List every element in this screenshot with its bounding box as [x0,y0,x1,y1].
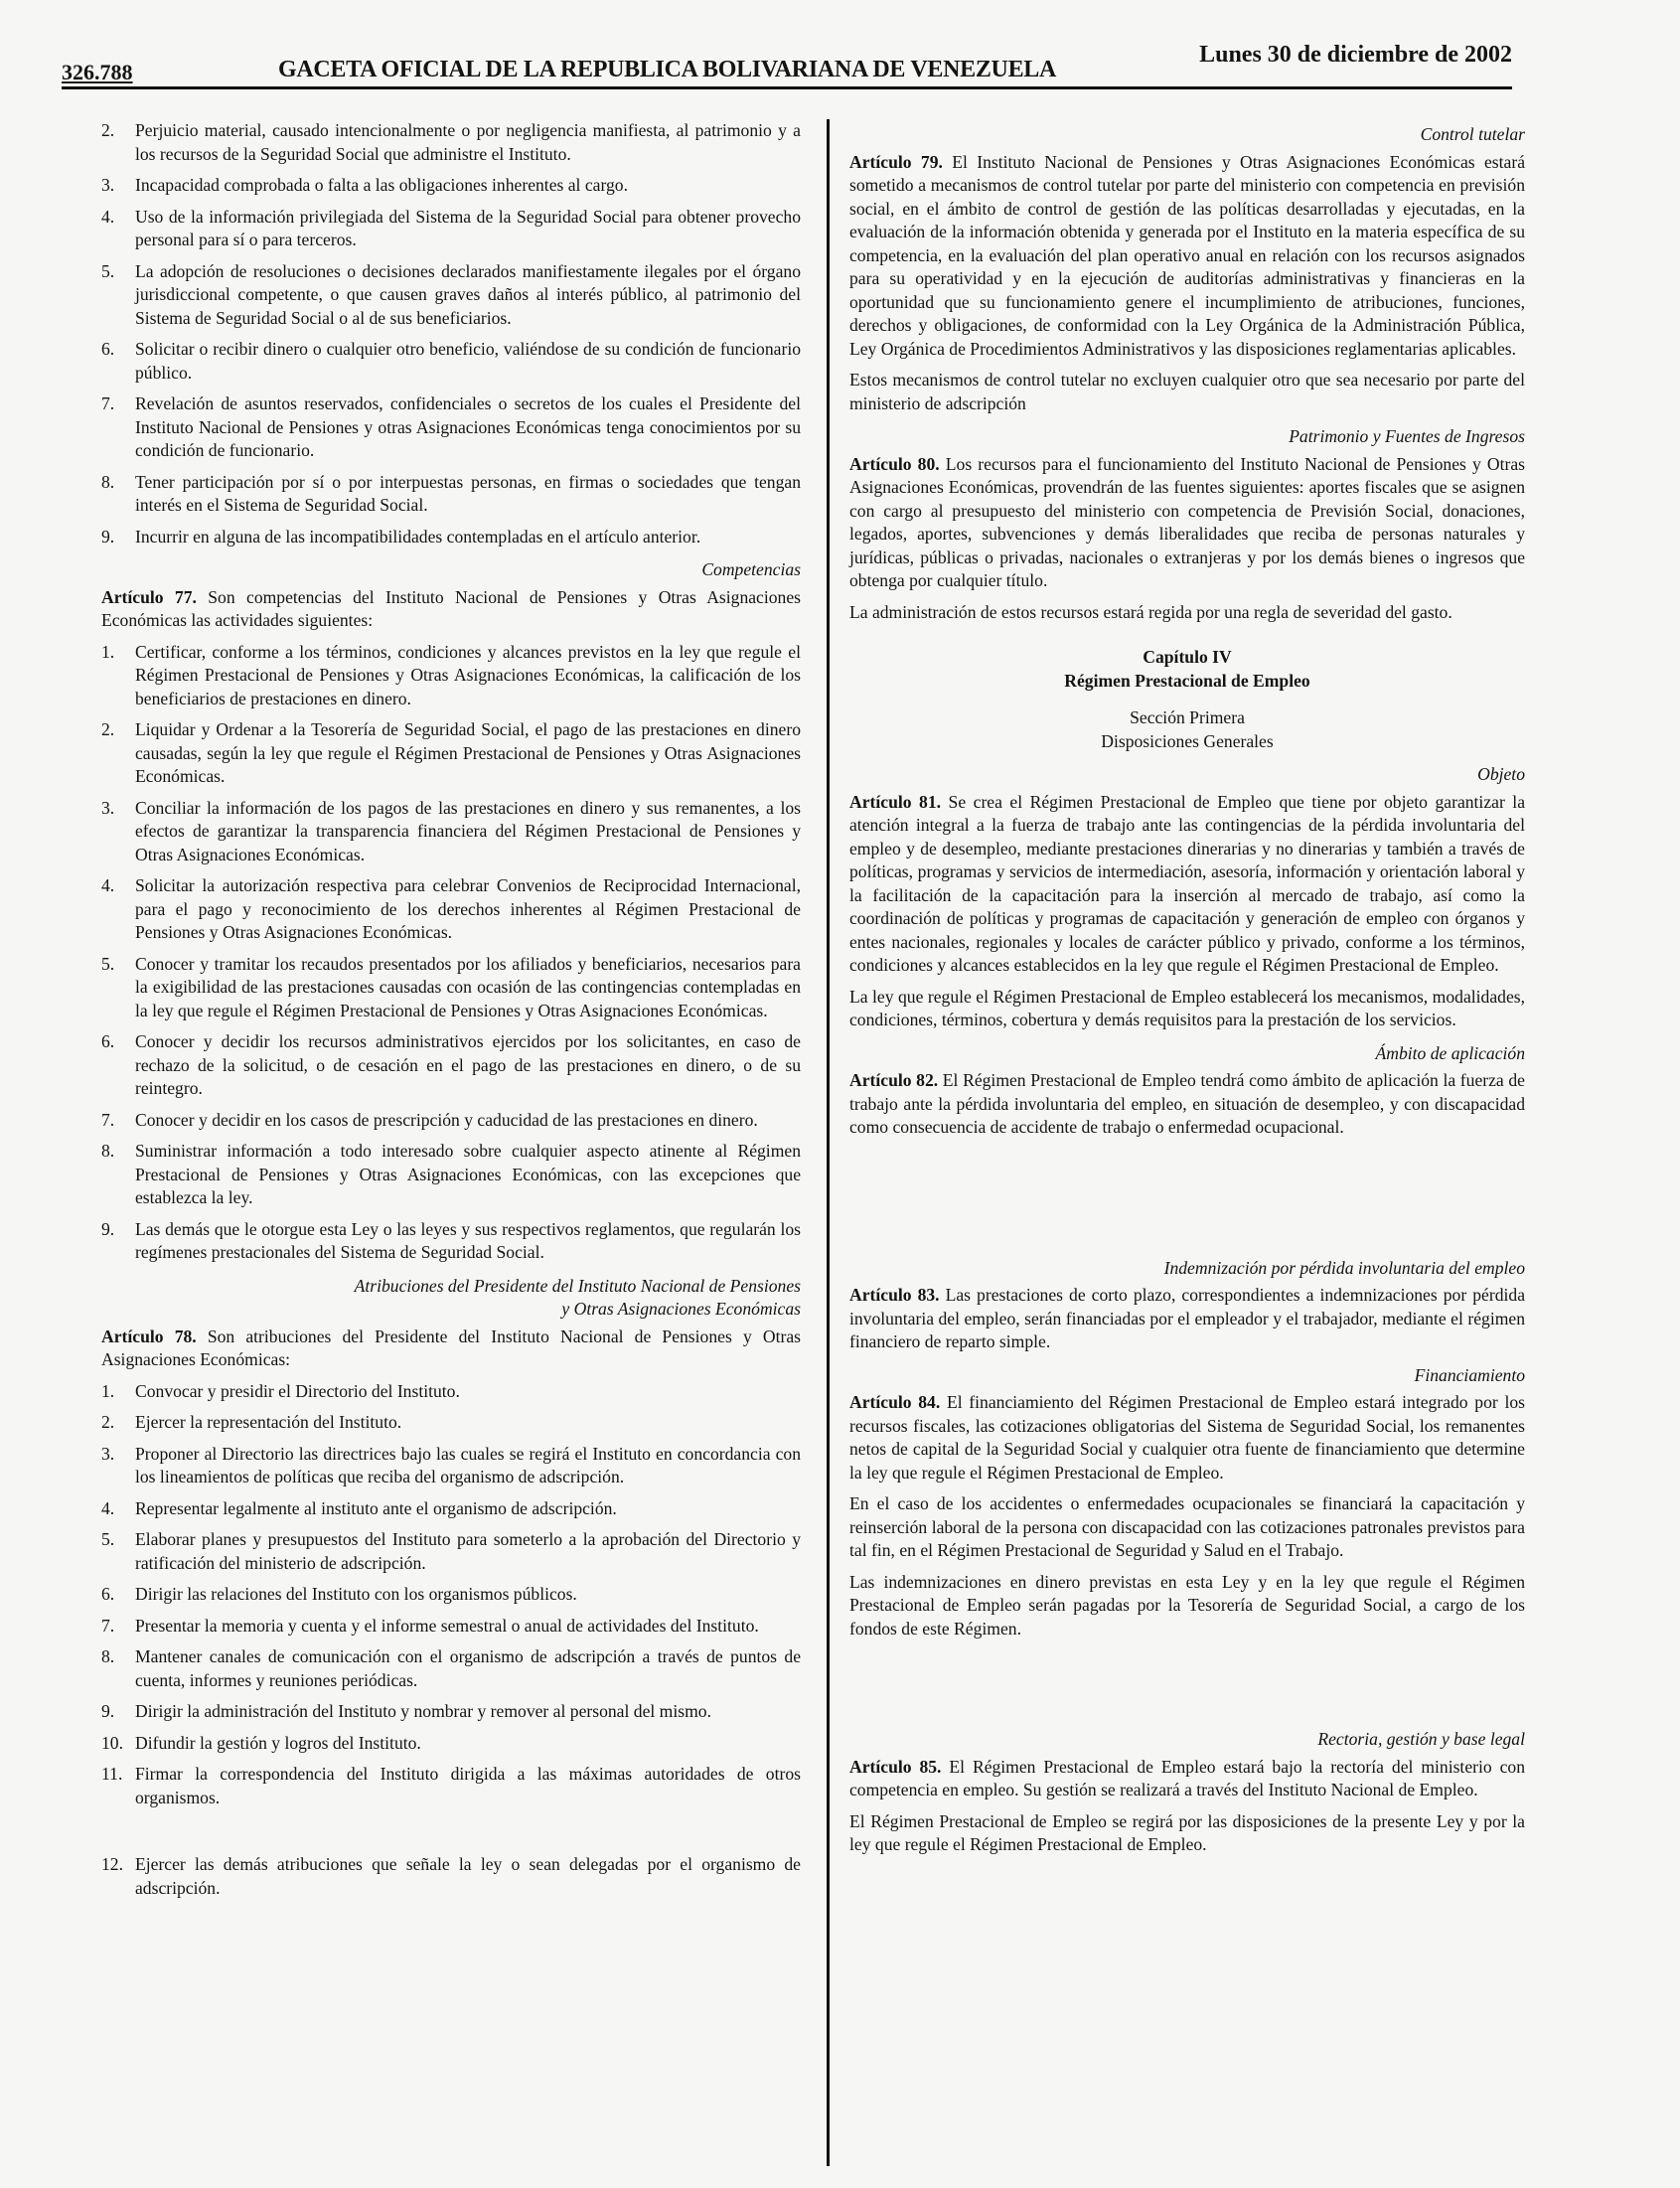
list-item: 1. Convocar y presidir el Directorio del Instituto. [101,1380,460,1401]
list-item: 9. Las demás que le otorgue esta Ley o las leyes y sus respectivos reglamentos, que regularán los regímenes prestacionales del Sistema de Seguridad Social. [101,1218,801,1262]
right-column [849,123,1525,1865]
list-item: 5. Conocer y tramitar los recaudos presentados por los afiliados y beneficiarios, necesarios para la exigibilidad de las prestaciones causadas con ocasión de las contingencias contempladas en la ley que regule el Régimen Prestacional de Pensiones y Otras Asignaciones Económicas. [101,953,801,1020]
list-item: 3. Proponer al Directorio las directrices bajo las cuales se regirá el Instituto en concordancia con los lineamientos de políticas que reciba del organismo de adscripción. [101,1443,801,1486]
article-84-paragraph-3: Las indemnizaciones en dinero previstas en esta Ley y en la ley que regule el Régimen Prestacional de Empleo serán pagadas por la Tesorería de Seguridad Social, a cargo de los fondos de este Régimen. [849,1571,1525,1639]
list-item: 7. Presentar la memoria y cuenta y el informe semestral o anual de actividades del Instituto. [101,1615,759,1636]
list-item: 2. Perjuicio material, causado intencionalmente o por negligencia manifiesta, al patrimonio y a los recursos de la Seguridad Social que administre el Instituto. [101,120,801,164]
list-item: 7. Revelación de asuntos reservados, confidenciales o secretos de los cuales el Presidente del Instituto Nacional de Pensiones y otras Asignaciones Económicas tenga conocimientos por su condición de funcionario. [101,393,801,460]
heading-objeto: Objeto [1477,764,1525,784]
article-81: Artículo 81. Se crea el Régimen Prestacional de Empleo que tiene por objeto garantizar la atención integral a la fuerza de trabajo ante las contingencias de la pérdida involuntaria del empleo y de desempleo, mediante prestaciones dinerarias y no dinerarias y también a través de políticas, programas y servicios de intermediación, asesoría, información y orientación laboral y la facilitación de la capacitación para la inserción al mercado de trabajo, así como la coordinación de políticas y programas de capacitación y generación de empleo con órganos y entes nacionales, regionales y locales de carácter público y privado, conforme a los términos, condiciones y alcances establecidos en la ley que regule el Régimen Prestacional de Empleo. [849,791,1525,975]
list-item: 2. Liquidar y Ordenar a la Tesorería de Seguridad Social, el pago de las prestaciones en dinero causadas, según la ley que regule el Régimen Prestacional de Pensiones y Otras Asignaciones Económicas. [101,719,801,786]
heading-ambito: Ámbito de aplicación [1375,1042,1525,1063]
article-84-paragraph-2: En el caso de los accidentes o enfermedades ocupacionales se financiará la capacitación y reinserción laboral de la persona con discapacidad con las cotizaciones patronales previstos para tal fin, en el Régimen Prestacional de Seguridad y Salud en el Trabajo. [849,1493,1525,1560]
list-item: 4. Uso de la información privilegiada del Sistema de la Seguridad Social para obtener provecho personal para sí o para terceros. [101,206,801,249]
article-85: Artículo 85. El Régimen Prestacional de Empleo estará bajo la rectoría del ministerio con competencia en empleo. Su gestión se realizará a través del Instituto Nacional de Empleo. [849,1756,1526,1799]
list-item: 5. La adopción de resoluciones o decisiones declarados manifiestamente ilegales por el órgano jurisdiccional competente, o que causen graves daños al interés público, al patrimonio del Sistema de Seguridad Social o al de sus beneficiarios. [101,260,801,328]
list-item: 3. Incapacidad comprobada o falta a las obligaciones inherentes al cargo. [101,175,628,195]
left-column [101,119,801,1908]
article-79-paragraph-2: Estos mecanismos de control tutelar no excluyen cualquier otro que sea necesario por parte del ministerio de adscripción [849,370,1525,413]
article-81-paragraph-2: La ley que regule el Régimen Prestacional de Empleo establecerá los mecanismos, modalidades, condiciones, términos, cobertura y demás requisitos para la prestación de los servicios. [849,986,1525,1029]
list-article-78-last [101,1853,801,1900]
article-85-paragraph-2: El Régimen Prestacional de Empleo se regirá por las disposiciones de la presente Ley y por la ley que regule el Régimen Prestacional de Empleo. [849,1810,1525,1854]
list-article-78 [101,1380,801,1810]
gazette-title: GACETA OFICIAL DE LA REPUBLICA BOLIVARIANA DE VENEZUELA [278,57,1057,82]
list-item: 8. Suministrar información a todo interesado sobre cualquier aspecto atinente al Régimen Prestacional de Pensiones y Otras Asignaciones Económicas, con las excepciones que establezca la ley. [101,1141,801,1207]
list-article-76-continued [101,119,801,548]
list-item: 6. Solicitar o recibir dinero o cualquier otro beneficio, valiéndose de su condición de funcionario público. [101,339,801,383]
article-80-paragraph-2: La administración de estos recursos estará regida por una regla de severidad del gasto. [849,601,1452,622]
article-80: Artículo 80. Los recursos para el funcionamiento del Instituto Nacional de Pensiones y Otras Asignaciones Económicas, provendrán de las fuentes siguientes: aportes fiscales que se asignen con cargo al presupuesto del ministerio con competencia de Previsión Social, donaciones, legados, aportes, subvenciones y demás liberalidades que reciba de personas naturales y jurídicas, públicas o privadas, nacionales o extranjeras y por los demás bienes o ingresos que obtenga por cualquier título. [849,453,1525,590]
section-title: Disposiciones Generales [1101,730,1274,751]
list-item: 3. Conciliar la información de los pagos de las prestaciones en dinero y sus remanentes, a los efectos de garantizar la transparencia financiera del Régimen Prestacional de Pensiones y Otras Asignaciones Económicas. [101,797,801,864]
article-78: Artículo 78. Son atribuciones del Presidente del Instituto Nacional de Pensiones y Otras Asignaciones Económicas: [101,1326,801,1369]
heading-competencias: Competencias [701,559,801,579]
heading-atribuciones-line1: Atribuciones del Presidente del Instituto Nacional de Pensiones [354,1275,801,1296]
list-item: 4. Representar legalmente al instituto ante el organismo de adscripción. [101,1497,617,1518]
list-item: 2. Ejercer la representación del Instituto. [101,1412,402,1432]
heading-financiamiento: Financiamiento [1414,1364,1525,1385]
list-item: 9. Incurrir en alguna de las incompatibilidades contempladas en el artículo anterior. [101,526,701,547]
list-item: 1. Certificar, conforme a los términos, condiciones y alcances previstos en la ley que regule el Régimen Prestacional de Pensiones y Otras Asignaciones Económicas, la calificación de los beneficiarios de prestaciones en dinero. [101,641,801,708]
heading-patrimonio: Patrimonio y Fuentes de Ingresos [1289,426,1525,446]
issue-date: Lunes 30 de diciembre de 2002 [1199,42,1512,68]
article-79: Artículo 79. El Instituto Nacional de Pensiones y Otras Asignaciones Económicas estará sometido a mecanismos de control tutelar por parte del ministerio con competencia en previsión social, en el ámbito de control de gestión de las políticas desarrolladas y ejecutadas, en la evaluación de la información obtenida y generada por el Instituto en la materia específica de su competencia, en la evaluación del plan operativo anual en relación con los recursos asignados para su operatividad y en la ejecución de auditorías administrativas y financieras en la oportunidad que su funcionamiento genere el incumplimiento de atribuciones, funciones, derechos y obligaciones, de conformidad con la Ley Orgánica de la Administración Pública, Ley Orgánica de Procedimientos Administrativos y las disposiciones reglamentarias aplicables. [849,151,1526,359]
article-84: Artículo 84. El financiamiento del Régimen Prestacional de Empleo estará integrado por los recursos fiscales, las cotizaciones obligatorias del Sistema de Seguridad Social, los remanentes netos de capital de la Seguridad Social y cualquier otra fuente de financiamiento que determine la ley que regule el Régimen Prestacional de Empleo. [849,1392,1525,1483]
list-article-77 [101,641,801,1265]
article-77: Artículo 77. Son competencias del Instituto Nacional de Pensiones y Otras Asignaciones Económicas las actividades siguientes: [101,586,801,630]
list-item: 9. Dirigir la administración del Instituto y nombrar y remover al personal del mismo. [101,1701,711,1721]
list-item: 5. Elaborar planes y presupuestos del Instituto para someterlo a la aprobación del Directorio y ratificación del ministerio de adscripción. [101,1529,801,1573]
chapter-title: Régimen Prestacional de Empleo [1064,670,1310,691]
heading-control-tutelar: Control tutelar [1420,124,1525,144]
page-header [62,40,1512,85]
heading-indemnizacion: Indemnización por pérdida involuntaria del empleo [1163,1257,1525,1278]
article-82: Artículo 82. El Régimen Prestacional de Empleo tendrá como ámbito de aplicación la fuerza de trabajo ante la pérdida involuntaria del empleo, en situación de desempleo, y con discapacidad como consecuencia de accidente de trabajo o enfermedad ocupacional. [849,1070,1525,1137]
section-number: Sección Primera [1130,707,1245,727]
list-item: 6. Conocer y decidir los recursos administrativos ejercidos por los solicitantes, en caso de rechazo de la solicitud, o de cesación en el pago de las prestaciones en dinero, o de su reintegro. [101,1031,801,1098]
list-item: 7. Conocer y decidir en los casos de prescripción y caducidad de las prestaciones en dinero. [101,1109,758,1130]
list-item: 10. Difundir la gestión y logros del Instituto. [101,1732,421,1753]
chapter-number: Capítulo IV [1143,647,1232,667]
heading-atribuciones-line2: y Otras Asignaciones Económicas [561,1299,801,1319]
column-divider [827,119,830,2166]
list-item: 8. Mantener canales de comunicación con el organismo de adscripción a través de puntos de cuenta, informes y reuniones periódicas. [101,1646,801,1690]
heading-rectoria: Rectoria, gestión y base legal [1317,1729,1525,1749]
article-83: Artículo 83. Las prestaciones de corto plazo, correspondientes a indemnizaciones por pérdida involuntaria del empleo, serán financiadas por el empleador y el trabajador, mediante el régimen financiero de reparto simple. [849,1285,1525,1351]
list-item: 12. Ejercer las demás atribuciones que señale la ley o sean delegadas por el organismo de adscripción. [101,1854,801,1898]
page-number: 326.788 [62,60,133,84]
list-item: 11. Firmar la correspondencia del Instituto dirigida a las máximas autoridades de otros organismos. [101,1764,801,1807]
list-item: 8. Tener participación por sí o por interpuestas personas, en firmas o sociedades que tengan interés en el Sistema de Seguridad Social. [101,471,801,515]
list-item: 6. Dirigir las relaciones del Instituto con los organismos públicos. [101,1584,577,1604]
header-rule [62,86,1512,89]
list-item: 4. Solicitar la autorización respectiva para celebrar Convenios de Reciprocidad Internacional, para el pago y reconocimiento de los derechos inherentes al Régimen Prestacional de Pensiones y Otras Asignaciones Económicas. [101,875,801,942]
